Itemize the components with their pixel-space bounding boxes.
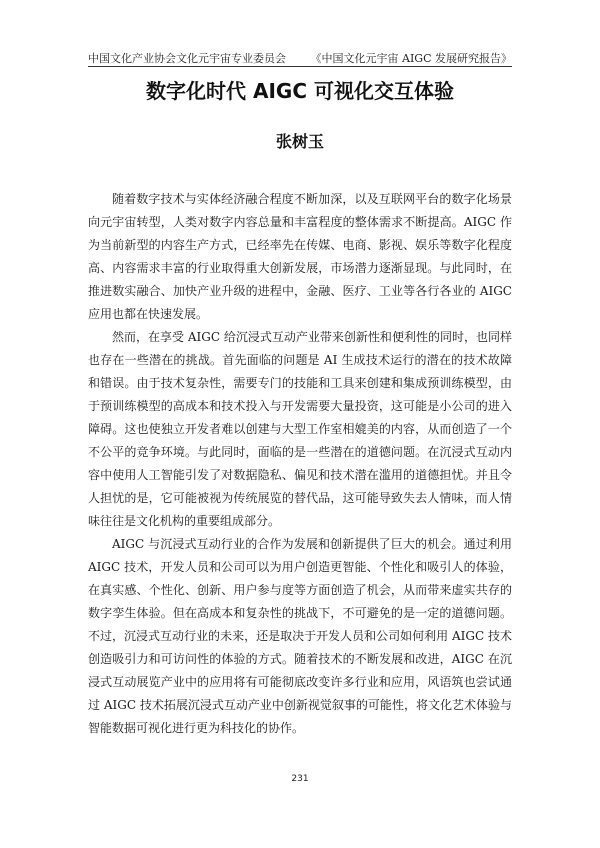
article-title: 数字化时代 AIGC 可视化交互体验 (146, 79, 454, 103)
body-paragraph: 然而，在享受 AIGC 给沉浸式互动产业带来创新性和便利性的同时，也同样也存在一些潜在的挑战。首先面临的问题是 AI 生成技术运行的潜在的技术故障和错误。由于技术复杂性，需要专门的技能和工具来创建和集成预训练模型，由于预训练模型的高成本和技术投入与开发需要大量投资，这可能是小公司的进入障碍。这也使独立开发者难以创建与大型工作室相媲美的内容，从而创造了一个不公平的竞争环境。与此同时，面临的是一些潜在的道德问题。在沉浸式互动内容中使用人工智能引发了对数据隐私、偏见和技术潜在滥用的道德担忧。并且令人担忧的是，它可能被视为传统展览的替代品，这可能导致失去人情味，而人情味往往是文化机构的重要组成部分。 (88, 330, 512, 528)
header-left-text: 中国文化产业协会文化元宇宙专业委员会 (88, 52, 286, 65)
header-rule (88, 66, 512, 67)
body-paragraph: 随着数字技术与实体经济融合程度不断加深，以及互联网平台的数字化场景向元宇宙转型，人类对数字内容总量和丰富程度的整体需求不断提高。AIGC 作为当前新型的内容生产方式，已经率先在传媒、电商、影视、娱乐等数字化程度高、内容需求丰富的行业取得重大创新发展，市场潜力逐渐显现。与此同时，在推进数实融合、加快产业升级的进程中，金融、医疗、工业等各行各业的 AIGC 应用也都在快速发展。 (88, 192, 512, 321)
body-paragraph: AIGC 与沉浸式互动行业的合作为发展和创新提供了巨大的机会。通过利用 AIGC 技术，开发人员和公司可以为用户创造更智能、个性化和吸引人的体验，在真实感、个性化、创新、用户参与度等方面创造了机会，从而带来虚实共存的数字孪生体验。但在高成本和复杂性的挑战下，不可避免的是一定的道德问题。不过，沉浸式互动行业的未来，还是取决于开发人员和公司如何利用 AIGC 技术创造吸引力和可访问性的体验的方式。随着技术的不断发展和改进，AIGC 在沉浸式互动展览产业中的应用将有可能彻底改变许多行业和应用，风语筑也尝试通过 AIGC 技术拓展沉浸式互动产业中创新视觉叙事的可能性，将文化艺术体验与智能数据可视化进行更为科技化的协作。 (88, 537, 512, 735)
article-body (88, 188, 512, 740)
article-author: 张树玉 (275, 132, 324, 151)
page-number: 231 (291, 774, 309, 784)
header-right-text: 《中国文化元宇宙 AIGC 发展研究报告》 (310, 52, 512, 65)
